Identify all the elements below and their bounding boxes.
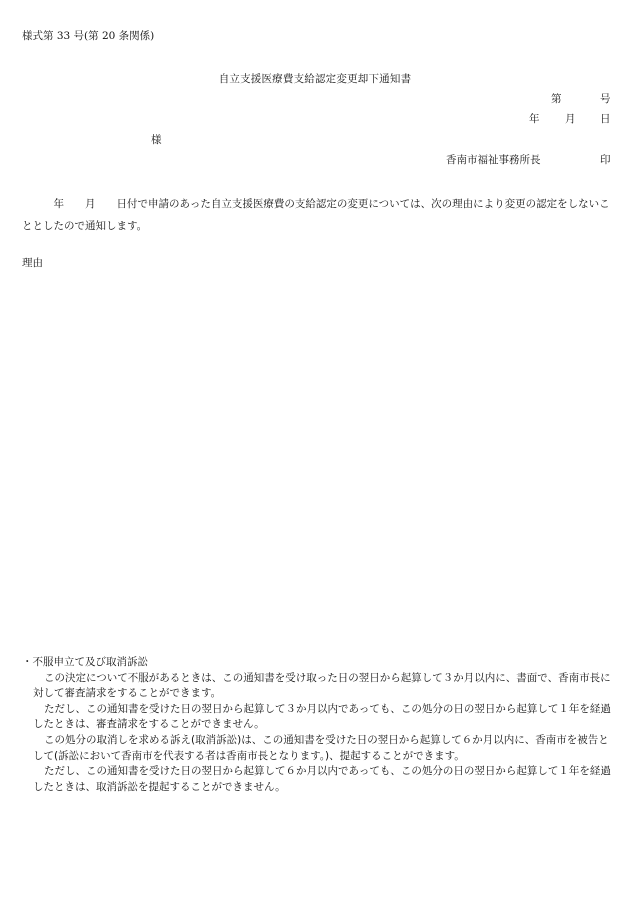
date-month-label: 月 bbox=[565, 113, 576, 125]
seal-mark: 印 bbox=[600, 154, 611, 166]
document-title: 自立支援医療費支給認定変更却下通知書 bbox=[218, 73, 412, 85]
form-number: 様式第 33 号(第 20 条関係) bbox=[22, 30, 155, 42]
number-suffix: 号 bbox=[600, 93, 611, 105]
appeal-notice-paragraph: この処分の取消しを求める訴え(取消訴訟)は、この通知書を受けた日の翌日から起算して６か月以内に、香南市を被告として(訴訟において香南市を代表する者は香南市長となります。)、提起することができます。 bbox=[33, 733, 609, 762]
appeal-notice-paragraph: ただし、この通知書を受けた日の翌日から起算して６か月以内であっても、この処分の日の翌日から起算して１年を経過したときは、取消訴訟を提起することができません。 bbox=[33, 765, 611, 793]
appeal-notice bbox=[22, 655, 614, 795]
appeal-notice-paragraph: ただし、この通知書を受けた日の翌日から起算して３か月以内であっても、この処分の日の翌日から起算して１年を経過したときは、審査請求をすることができません。 bbox=[33, 702, 611, 731]
sender-name: 香南市福祉事務所長 bbox=[446, 154, 541, 166]
date-day-label: 日 bbox=[600, 113, 611, 125]
notification-body: 年 月 日付で申請のあった自立支援医療費の支給認定の変更については、次の理由により変更の認定をしないこととしたので通知します。 bbox=[22, 198, 610, 232]
date-year-label: 年 bbox=[529, 113, 540, 125]
addressee-honorific: 様 bbox=[151, 134, 162, 146]
appeal-notice-heading: ・不服申立て及び取消訴訟 bbox=[22, 656, 148, 668]
reason-label: 理由 bbox=[22, 257, 43, 269]
appeal-notice-paragraph: この決定について不服があるときは、この通知書を受け取った日の翌日から起算して３か月以内に、書面で、香南市長に対して審査請求をすることができます。 bbox=[33, 671, 611, 700]
number-prefix: 第 bbox=[551, 93, 562, 105]
